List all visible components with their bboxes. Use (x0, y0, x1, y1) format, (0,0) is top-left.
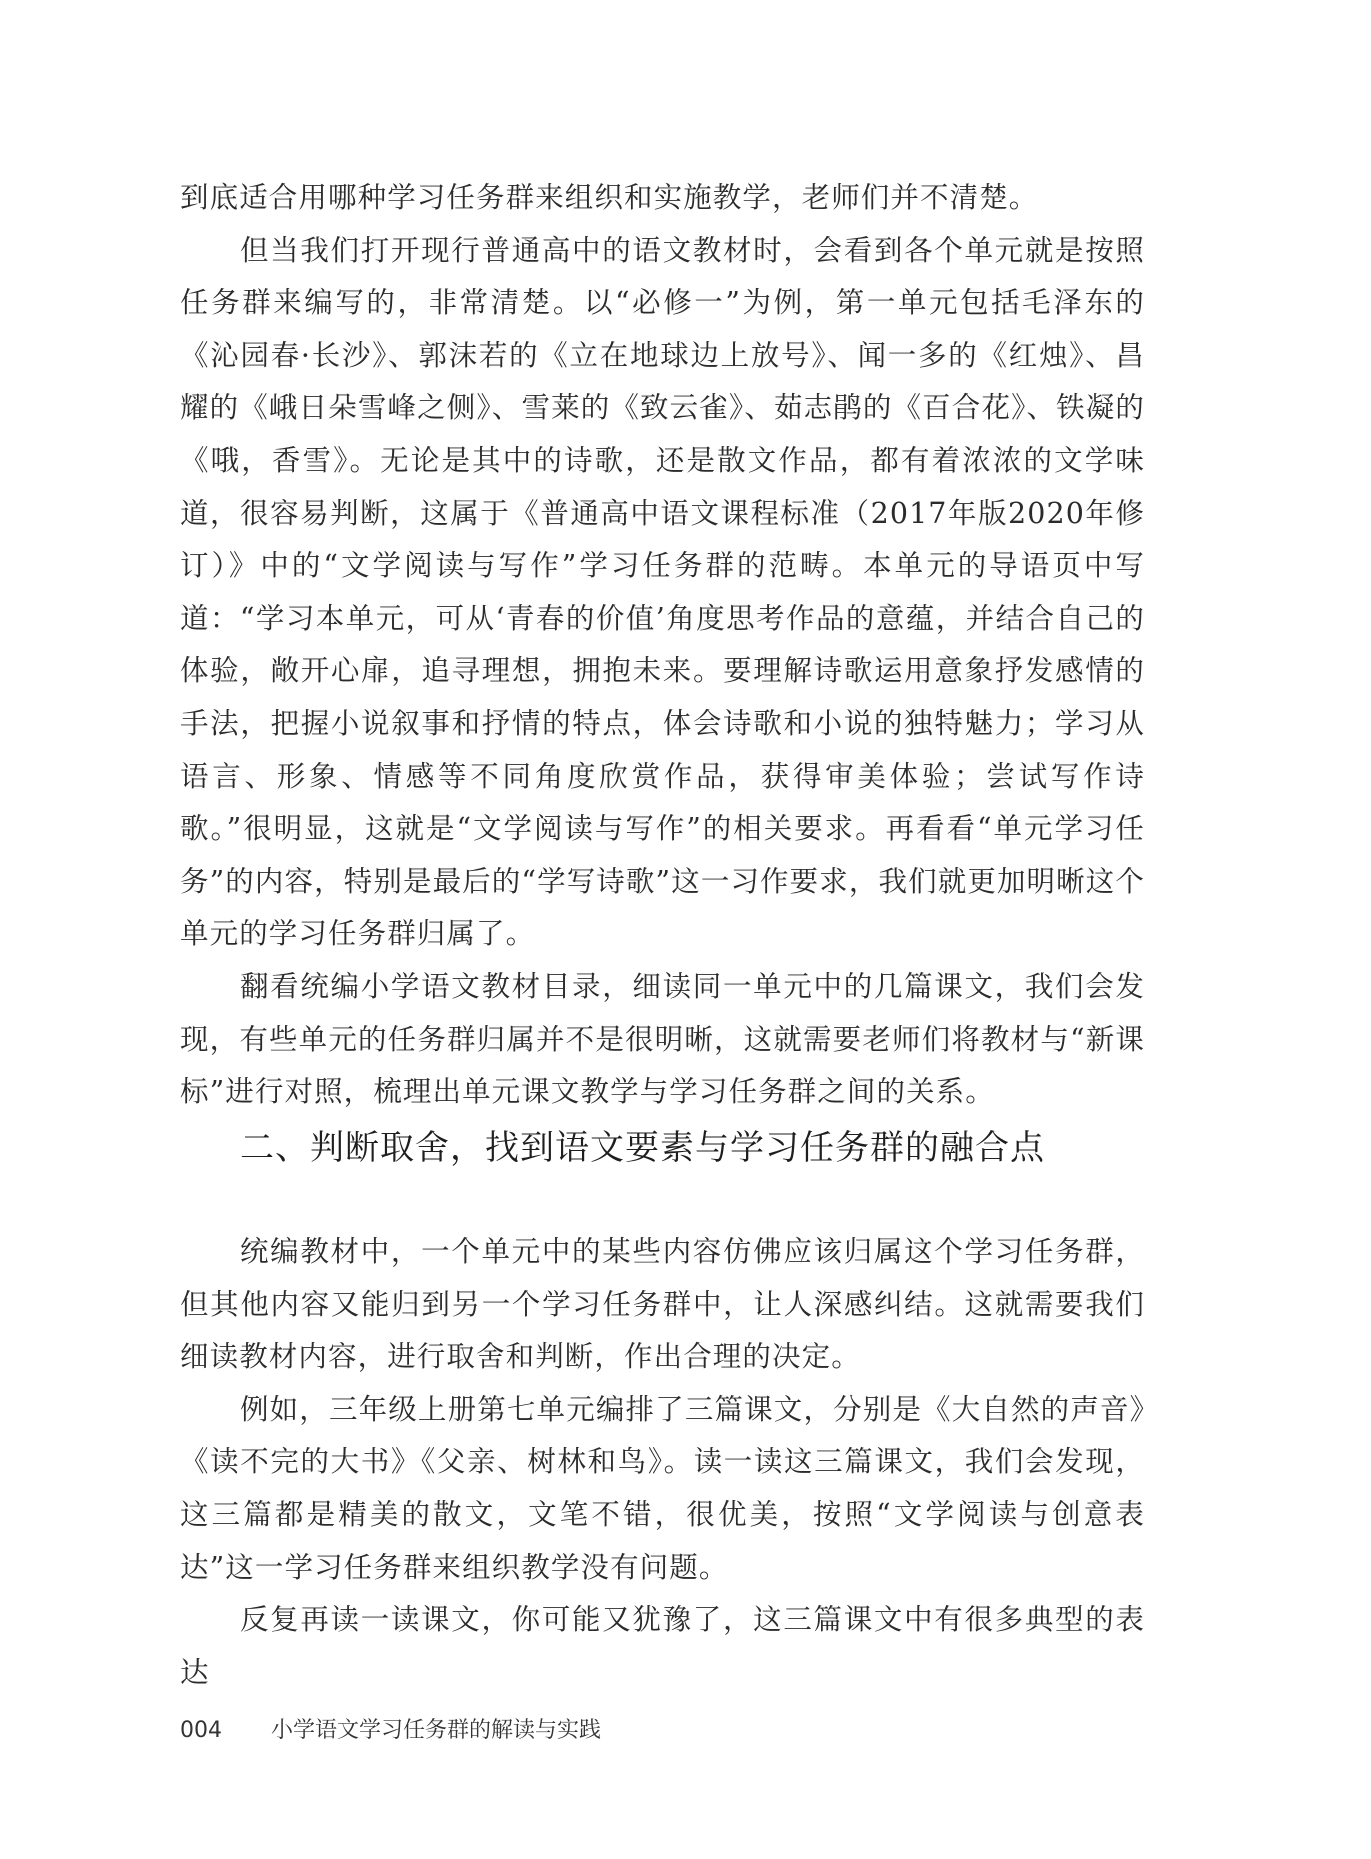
page-footer (180, 1713, 601, 1744)
paragraph: 翻看统编小学语文教材目录，细读同一单元中的几篇课文，我们会发现，有些单元的任务群归属并不是很明晰，这就需要老师们将教材与“新课标”进行对照，梳理出单元课文教学与学习任务群之间的关系。 (180, 969, 1145, 1109)
section-heading: 二、判断取舍，找到语文要素与学习任务群的融合点 (240, 1128, 1045, 1168)
paragraph: 例如，三年级上册第七单元编排了三篇课文，分别是《大自然的声音》《读不完的大书》《父亲、树林和鸟》。读一读这三篇课文，我们会发现，这三篇都是精美的散文，文笔不错，很优美，按照“文学阅读与创意表达”这一学习任务群来组织教学没有问题。 (180, 1392, 1145, 1584)
running-title: 小学语文学习任务群的解读与实践 (271, 1718, 602, 1743)
paragraph-continued: 到底适合用哪种学习任务群来组织和实施教学，老师们并不清楚。 (180, 181, 1039, 214)
paragraph-truncated: 反复再读一读课文，你可能又犹豫了，这三篇课文中有很多典型的表达 (180, 1603, 1145, 1689)
paragraph: 但当我们打开现行普通高中的语文教材时，会看到各个单元就是按照任务群来编写的，非常清楚。以“必修一”为例，第一单元包括毛泽东的《沁园春·长沙》、郭沫若的《立在地球边上放号》、闻一多的《红烛》、昌耀的《峨日朵雪峰之侧》、雪莱的《致云雀》、茹志鹃的《百合花》、铁凝的《哦，香雪》。无论是其中的诗歌，还是散文作品，都有着浓浓的文学味道，很容易判断，这属于《普通高中语文课程标准（2017年版2020年修订）》中的“文学阅读与写作”学习任务群的范畴。本单元的导语页中写道：“学习本单元，可从‘青春的价值’角度思考作品的意蕴，并结合自己的体验，敞开心扉，追寻理想，拥抱未来。要理解诗歌运用意象抒发感情的手法，把握小说叙事和抒情的特点，体会诗歌和小说的独特魅力；学习从语言、形象、情感等不同角度欣赏作品，获得审美体验；尝试写作诗歌。”很明显，这就是“文学阅读与写作”的相关要求。再看看“单元学习任务”的内容，特别是最后的“学写诗歌”这一习作要求，我们就更加明晰这个单元的学习任务群归属了。 (180, 233, 1145, 951)
section-1-text (180, 172, 1145, 1119)
section-2-text (180, 1226, 1145, 1699)
page-number: 004 (180, 1718, 222, 1743)
paragraph: 统编教材中，一个单元中的某些内容仿佛应该归属这个学习任务群，但其他内容又能归到另一个学习任务群中，让人深感纠结。这就需要我们细读教材内容，进行取舍和判断，作出合理的决定。 (180, 1235, 1145, 1374)
